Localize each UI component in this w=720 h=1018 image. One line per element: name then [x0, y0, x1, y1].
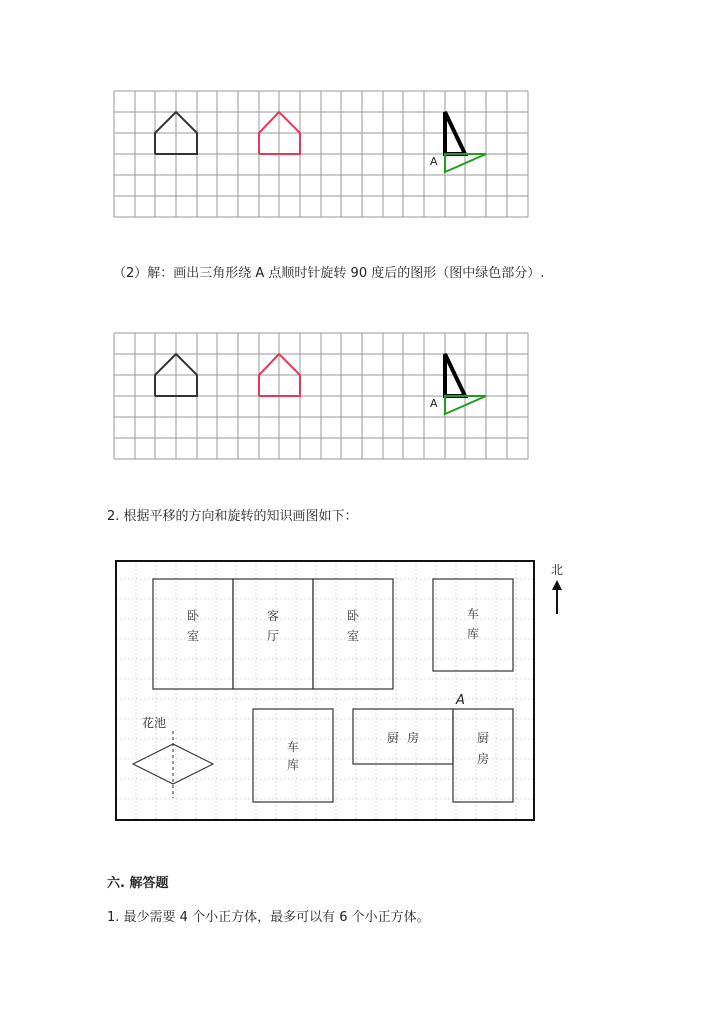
bedroom-1-label-2: 室	[186, 629, 200, 643]
floor-plan-map	[108, 553, 578, 828]
point-a-label: A	[430, 397, 438, 410]
map-grid	[116, 561, 534, 821]
grid-figure-2	[110, 328, 530, 462]
north-label: 北	[550, 563, 564, 577]
bedroom-2-label-1: 卧	[346, 609, 360, 623]
point-a-label: A	[456, 693, 465, 708]
garage-bottom-label-2: 库	[286, 758, 300, 772]
north-arrow-icon	[552, 580, 562, 614]
kitchen-left-label-1: 厨	[386, 731, 400, 745]
room-garage-bottom	[253, 709, 333, 802]
grid-figure-1	[110, 86, 530, 220]
point-a-label: A	[430, 155, 438, 168]
rotation-explanation: （2）解：画出三角形绕 A 点顺时针旋转 90 度后的图形（图中绿色部分）.	[113, 266, 545, 281]
garage-bottom-label-1: 车	[286, 740, 300, 754]
garage-top-label-2: 库	[466, 627, 480, 641]
flower-pool-label: 花池	[142, 716, 167, 730]
kitchen-right-label-2: 房	[476, 752, 490, 766]
bedroom-1-label-1: 卧	[186, 609, 200, 623]
map-intro: 2. 根据平移的方向和旋转的知识画图如下：	[107, 509, 358, 524]
garage-top-label-1: 车	[466, 607, 480, 621]
living-room-label-1: 客	[266, 609, 280, 623]
answer-1: 1. 最少需要 4 个小正方体，最多可以有 6 个小正方体。	[107, 910, 430, 925]
kitchen-left-label-2: 房	[406, 731, 420, 745]
section-heading: 六. 解答题	[107, 876, 169, 891]
kitchen-right-label-1: 厨	[476, 731, 490, 745]
room-kitchen-left	[353, 709, 453, 764]
bedroom-2-label-2: 室	[346, 629, 360, 643]
living-room-label-2: 厅	[266, 629, 280, 643]
room-garage-top	[433, 579, 513, 671]
